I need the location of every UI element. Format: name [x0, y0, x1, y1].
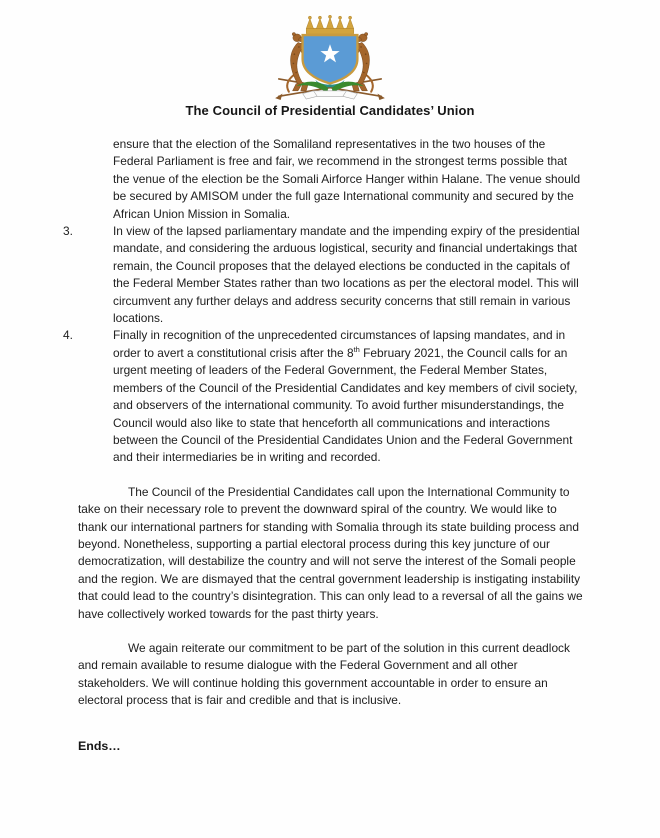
- list-item-text-part: February 2021, the Council calls for an urgent meeting of leaders of the Federal Government, the Federal Member States, members of the Council of the Presidential Candidates and key members of civil society, and observers of the international community. To avoid further misunderstandings, the Council would also like to state that henceforth all communications and interactions between the Council of the Presidential Candidates Union and the Federal Government and their intermediaries be in writing and recorded.: [113, 345, 578, 465]
- list-item-3: [63, 223, 583, 327]
- list-item-number: 3.: [63, 224, 73, 239]
- closing-paragraph-2: We again reiterate our commitment to be part of the solution in this current deadlock and remain available to resume dialogue with the Federal Government and all other stakeholders. We will continue holding this government accountable in order to ensure an electoral process that is fair and credible and that is inclusive.: [78, 640, 570, 708]
- document-body: [63, 136, 583, 755]
- list-item-text: [113, 327, 583, 466]
- closing-paragraph-1: The Council of the Presidential Candidates call upon the International Community to take on their necessary role to prevent the downward spiral of the country. We would like to thank our international partners for standing with Somalia through its state building process and beyond. Nonetheless, supporting a partial electoral process during this key juncture of our democratization, will destabilize the country and will not serve the interest of the Somali people and the region. We are dismayed that the central government leadership is instigating instability that could lead to the country’s disintegration. This can only lead to a reversal of all the gains we have collectively worked towards for the past thirty years.: [78, 484, 583, 621]
- ribbon-icon: [303, 91, 358, 99]
- superscript-ordinal: th: [353, 344, 360, 354]
- list-item-number: 4.: [63, 328, 73, 343]
- letterhead: [0, 0, 660, 101]
- crown-icon: [306, 15, 354, 34]
- shield-icon: [303, 35, 358, 83]
- list-item-4: [63, 327, 583, 466]
- document-title: The Council of Presidential Candidates’ Union: [185, 103, 475, 118]
- list-item-text-part: Finally in recognition of the unprecedented circumstances of lapsing mandates, and in order to avert a constitutional crisis after the 8: [113, 328, 566, 360]
- ends-marker: Ends…: [78, 738, 121, 753]
- somalia-coat-of-arms-emblem: [266, 13, 394, 101]
- paragraph-continuation: ensure that the election of the Somaliland representatives in the two houses of the Federal Parliament is free and fair, we recommend in the strongest terms possible that the venue of the election be the Somali Airforce Hanger within Halane. The venue should be secured by AMISOM under the full gaze International community and secured by the African Union Mission in Somalia.: [113, 137, 581, 221]
- list-item-text: In view of the lapsed parliamentary mandate and the impending expiry of the presidential mandate, and considering the arduous logistical, security and financial undertakings that remain, the Council proposes that the delayed elections be conducted in the capitals of the Federal Member States rather than two locations as per the electoral model. This will circumvent any further delays and address security concerns that still remain in various locations.: [113, 224, 580, 326]
